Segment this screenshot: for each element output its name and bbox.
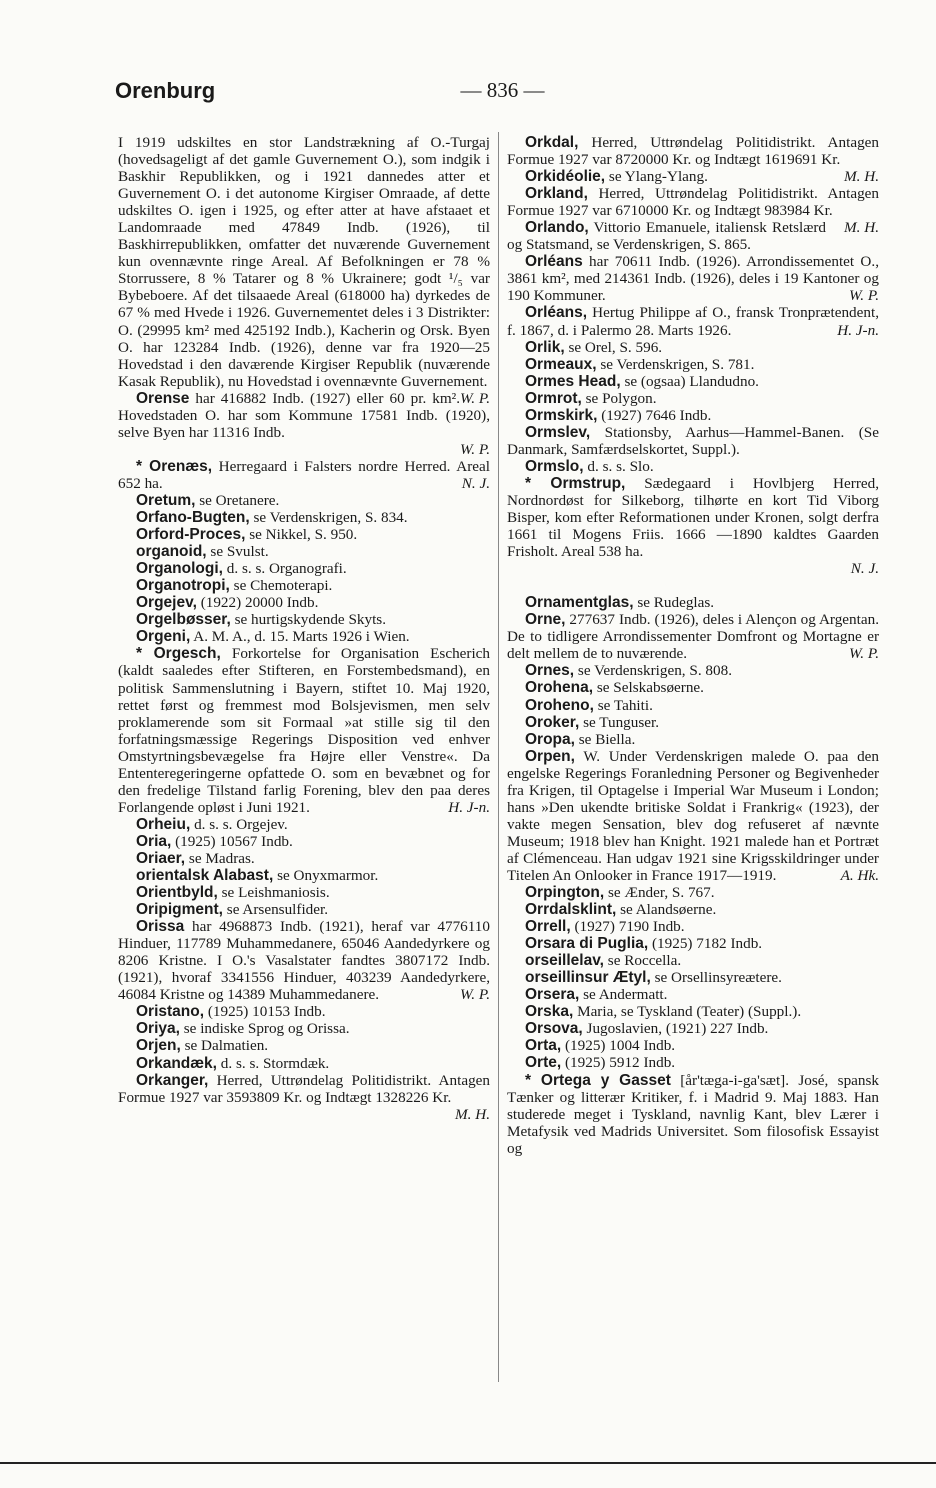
entry-orenaes: * Orenæs, Herregaard i Falsters nordre Herred. Areal 652 ha. N. J. <box>118 457 490 492</box>
entry-ornamentglas: Ornamentglas, se Rudeglas. <box>525 594 715 612</box>
entry-orta: Orta, (1925) 1004 Indb. <box>525 1037 676 1055</box>
entry-oroker: Oroker, se Tunguser. <box>525 713 660 731</box>
left-column <box>118 134 490 1123</box>
running-head: Orenburg <box>115 78 216 103</box>
entry-oriaer: Oriaer, se Madras. <box>136 849 255 867</box>
entry-orgejev: Orgejev, (1922) 20000 Indb. <box>136 594 319 612</box>
entry-orsera: Orsera, se Andermatt. <box>525 986 668 1004</box>
page-header <box>115 78 890 112</box>
entry-orientalsk-alabast: orientalsk Alabast, se Onyxmarmor. <box>136 867 379 885</box>
column-divider <box>498 132 499 1382</box>
entry-orseillelav: orseillelav, se Roccella. <box>525 952 682 970</box>
entry-ormstrup: * Ormstrup, Sædegaard i Hovlbjerg Herred, Nordnordøst for Silkeborg, tilhørte en kort Tid Viborg Bisper, kom efter Reformationen under Kronen, solgt derfra 1661 til Mogens Friis. 1666 —1890 kaldtes Gaarden Frisholt. Areal 538 ha. N. J. <box>507 474 880 578</box>
entry-oripigment: Oripigment, se Arsensulfider. <box>136 901 329 919</box>
entry-oria: Oria, (1925) 10567 Indb. <box>136 832 293 850</box>
entry-orgeni: Orgeni, A. M. A., d. 15. Marts 1926 i Wien. <box>136 628 410 646</box>
entry-orne: Orne, 277637 Indb. (1926), deles i Alençon og Argentan. De to tidligere Arrondissementer Domfront og Mortagne er delt mellem de to nuværende. W. P. <box>507 611 879 663</box>
entry-orohena: Orohena, se Selskabsøerne. <box>525 679 704 697</box>
entry-orkdal: Orkdal, Herred, Uttrøndelag Politidistrikt. Antagen Formue 1927 var 8720000 Kr. og Indtægt 1619691 Kr. M. H. <box>507 134 879 186</box>
entry-orford-proces: Orford-Proces, se Nikkel, S. 950. <box>136 526 358 544</box>
entry-orleans-hertug: Orléans, Hertug Philippe af O., fransk Tronprætendent, f. 1867, d. i Palermo 28. Marts 1926. H. J-n. <box>507 304 879 339</box>
entry-orrell: Orrell, (1927) 7190 Indb. <box>525 918 685 936</box>
spacer <box>507 577 879 594</box>
entry-orsara-di-puglia: Orsara di Puglia, (1925) 7182 Indb. <box>525 935 763 953</box>
entry-orleans: Orléans har 70611 Indb. (1926). Arrondissementet O., 3861 km², med 214361 Indb. (1926), deles i 19 Kantoner og 190 Kommuner. W. P. <box>507 253 879 305</box>
entry-orpen: Orpen, W. Under Verdenskrigen malede O. paa den engelske Regerings Foranledning Personer og Begivenheder fra Krigen, til Optagelse i Imperial War Museum i London; hans »Den ukendte britiske Soldat i Frankrig« (1923), der vakte megen Sensation, blev dog refuseret af nævnte Museum; 1918 blev han Knight. 1921 malede han et Portræt af Clémenceau. Han udgav 1921 sine Krigsskildringer under Titelen An Onlooker in France 1917—1919. A. Hk. <box>507 747 879 884</box>
entry-orense: Orense har 416882 Indb. (1927) eller 60 pr. km². Hovedstaden O. har som Kommune 17581 Indb. (1920), selve Byen har 11316 Indb. W. P. <box>118 389 490 458</box>
entry-orrdalsklint: Orrdalsklint, se Alandsøerne. <box>525 901 717 919</box>
bottom-scan-edge <box>0 1462 936 1464</box>
entry-orfano-bugten: Orfano-Bugten, se Verdenskrigen, S. 834. <box>136 509 408 527</box>
entry-ornes: Ornes, se Verdenskrigen, S. 808. <box>525 662 733 680</box>
entry-orheiu: Orheiu, d. s. s. Orgejev. <box>136 815 288 833</box>
entry-oroheno: Oroheno, se Tahiti. <box>525 696 653 714</box>
entry-oropa: Oropa, se Biella. <box>525 730 636 748</box>
entry-orgesch: * Orgesch, Forkortelse for Organisation Escherich (kaldt saaledes efter Stifteren, en Forstembedsmand), en politisk Sammenslutning i Bayern, stiftet 10. Maj 1920, rettet først og fremmest mod Bolsjevismen, men selv proklamerende som sit Formaal »at stille sig til den forfatningsmæssige Regerings Disposition ved enhver Omstyrtningsbevægelse fra Højre eller Venstre«. Da Ententeregeringerne opfattede O. som en bevæbnet og for den fredelige Tilstand farlig Forening, blev den paa deres Forlangende opløst i Juni 1921. H. J-n. <box>118 645 491 816</box>
entry-orpington: Orpington, se Ænder, S. 767. <box>525 884 715 902</box>
entry-orenburg-continued: I 1919 udskiltes en stor Landstrækning af O.-Turgaj (hovedsageligt af det gamle Guvernement O.), som indgik i Baskhir Republikken, og i 1921 dannedes atter et Guvernement O. i det autonome Kirgiser Omraade, af dette udskiltes O. igen i 1925, og efter atter at have afstaaet et Landomraade med 47849 Indb. (1926), til Baskhirrepublikken, omfatter det nuværende Guvernement kun ovennævnte ringe Areal. Af Befolkningen er 78 % Storrussere, 8 % Tatarer og 8 % Ukrainere; godt ¹/₅ var Bybeboere. Af det tilsaaede Areal (618000 ha) dyrkedes de 67 % med Hvede i 1926. Guvernementet deles i 3 Distrikter: O. (29995 km² med 425192 Indb.), Kacherin og Orsk. Byen O. har 123284 Indb. (1926), denne var fra 1920—25 Hovedstad i den daværende Kirgiser Republik (nuværende Kasak Republik), nu Hovedstad i ovennævnte Guvernement. W. P. <box>118 134 490 407</box>
page-number: — 836 — <box>460 78 545 102</box>
entry-ormrot: Ormrot, se Polygon. <box>525 389 657 407</box>
entry-orlando: Orlando, Vittorio Emanuele, italiensk Retslærd og Statsmand, se Verdenskrigen, S. 865. <box>507 219 826 254</box>
entry-ormeaux: Ormeaux, se Verdenskrigen, S. 781. <box>525 355 755 373</box>
entry-oretum: Oretum, se Oretanere. <box>136 491 280 509</box>
entry-organotropi: Organotropi, se Chemoterapi. <box>136 577 333 595</box>
right-column <box>507 134 879 1157</box>
entry-orientbyld: Orientbyld, se Leishmaniosis. <box>136 884 330 902</box>
entry-ormskirk: Ormskirk, (1927) 7646 Indb. <box>525 406 712 424</box>
entry-organologi: Organologi, d. s. s. Organografi. <box>136 560 347 578</box>
entry-oriya: Oriya, se indiske Sprog og Orissa. <box>136 1020 350 1038</box>
entry-orlik: Orlik, se Orel, S. 596. <box>525 338 663 356</box>
entry-ormslev: Ormslev, Stationsby, Aarhus—Hammel-Banen. (Se Danmark, Samfærdselskortet, Suppl.). <box>507 423 879 458</box>
entry-orte: Orte, (1925) 5912 Indb. <box>525 1054 676 1072</box>
entry-oristano: Oristano, (1925) 10153 Indb. <box>136 1003 326 1021</box>
entry-orgelbosser: Orgelbøsser, se hurtigskydende Skyts. <box>136 611 387 629</box>
entry-orissa: Orissa har 4968873 Indb. (1921), heraf var 4776110 Hinduer, 117789 Muhammedanere, 65046 Aandedyrkere og 8206 Kristne. I O.'s Vasalstater fandtes 3807172 Indb. (1921), hvoraf 3341556 Hinduer, 403239 Aandedyrkere, 46084 Kristne og 14389 Muhammedanere. W. P. <box>118 918 490 1004</box>
entry-orsova: Orsova, Jugoslavien, (1921) 227 Indb. <box>525 1020 769 1038</box>
entry-ormslo: Ormslo, d. s. s. Slo. <box>525 457 654 475</box>
entry-organoid: organoid, se Svulst. <box>136 543 269 561</box>
entry-orkideolie: Orkidéolie, se Ylang-Ylang. <box>525 168 708 186</box>
entry-orseillinsur-aetyl: orseillinsur Ætyl, se Orsellinsyreætere. <box>525 969 782 987</box>
entry-orjen: Orjen, se Dalmatien. <box>136 1037 269 1055</box>
entry-orkandaek: Orkandæk, d. s. s. Stormdæk. <box>136 1054 330 1072</box>
entry-orska: Orska, Maria, se Tyskland (Teater) (Suppl.). <box>525 1003 802 1021</box>
entry-ortega-y-gasset: * Ortega y Gasset [år'tæga-i-ga'sæt]. José, spansk Tænker og litterær Kritiker, f. i Madrid 9. Maj 1883. Han studerede meget i Tyskland, navnlig Kant, blev Lærer i Metafysik ved Madrids Universitet. Som filosofisk Essayist og <box>507 1071 879 1157</box>
entry-orkland: Orkland, Herred, Uttrøndelag Politidistrikt. Antagen Formue 1927 var 6710000 Kr. og Indtægt 983984 Kr. M. H. <box>507 185 879 237</box>
entry-orkanger: Orkanger, Herred, Uttrøndelag Politidistrikt. Antagen Formue 1927 var 3593809 Kr. og Indtægt 1328226 Kr. M. H. <box>118 1071 490 1123</box>
entry-ormes-head: Ormes Head, se (ogsaa) Llandudno. <box>525 372 759 390</box>
